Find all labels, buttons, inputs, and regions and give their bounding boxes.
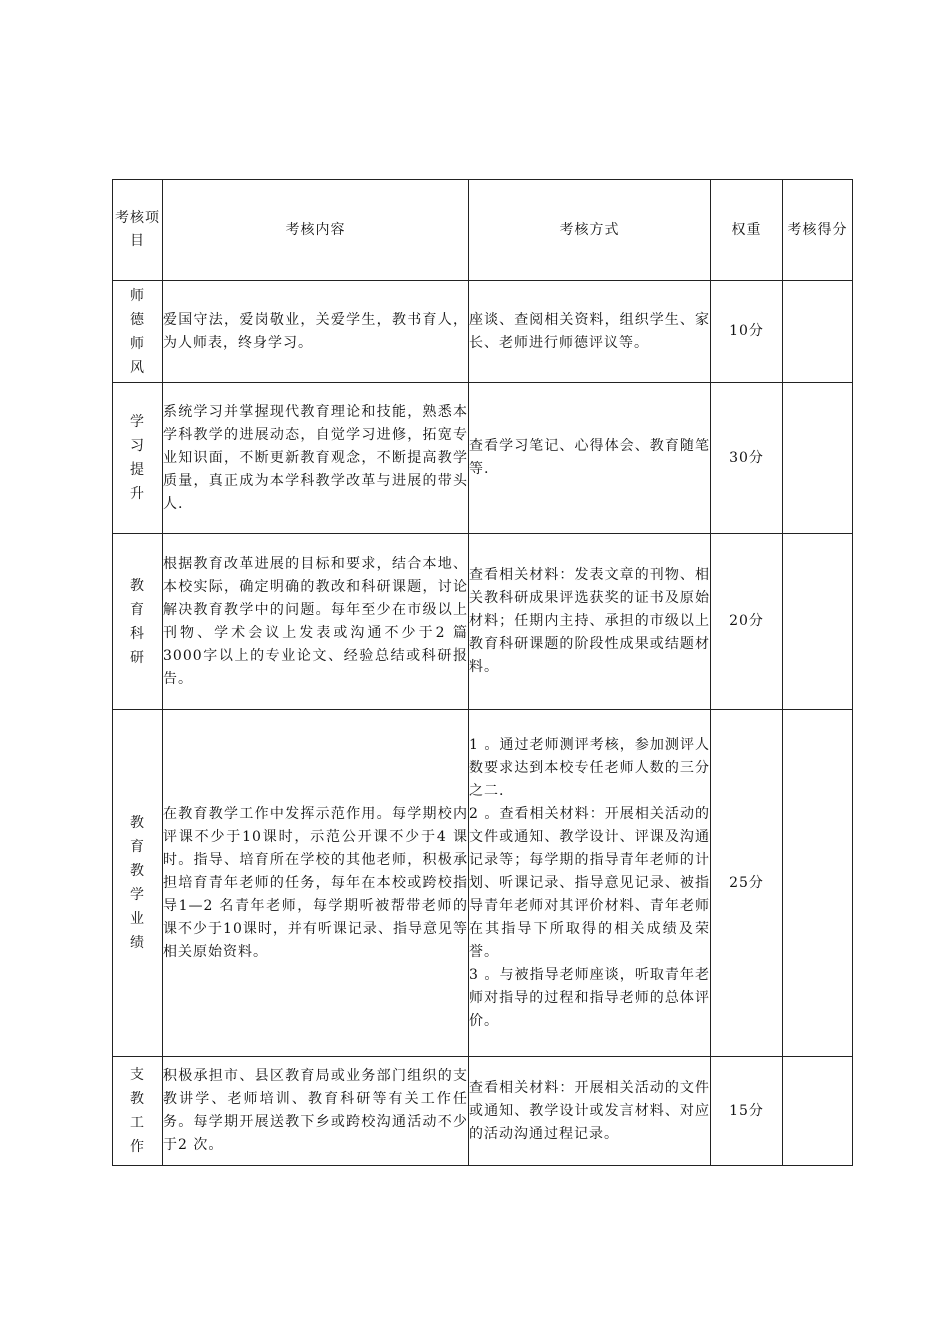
- row-content: 根据教育改革进展的目标和要求，结合本地、本校实际，确定明确的教改和科研课题，讨论解决教育教学中的问题。每年至少在市级以上刊物、学术会议上发表或沟通不少于2 篇3000字以上的专业论文、经验总结或科研报告。: [163, 534, 469, 710]
- row-content: 在教育教学工作中发挥示范作用。每学期校内评课不少于10课时，示范公开课不少于4 课时。指导、培育所在学校的其他老师，积极承担培育青年老师的任务，每年在本校或跨校指导1—2 名青年老师，每学期听被帮带老师的课不少于10课时，并有听课记录、指导意见等相关原始资料。: [163, 710, 469, 1057]
- header-score: 考核得分: [783, 180, 853, 281]
- method-paragraph: 2 。查看相关材料：开展相关活动的文件或通知、教学设计、评课及沟通记录等；每学期的指导青年老师的计划、听课记录、指导意见记录、被指导青年老师对其评价材料、青年老师在其指导下所取得的相关成绩及荣誉。: [469, 805, 710, 960]
- row-score[interactable]: [783, 534, 853, 710]
- row-weight: 15分: [711, 1057, 783, 1166]
- row-method: [469, 383, 711, 534]
- row-content: 爱国守法，爱岗敬业，关爱学生，教书育人，为人师表，终身学习。: [163, 281, 469, 383]
- row-weight: 30分: [711, 383, 783, 534]
- row-weight: 10分: [711, 281, 783, 383]
- header-method: 考核方式: [469, 180, 711, 281]
- row-score[interactable]: [783, 1057, 853, 1166]
- table-row: [113, 1057, 853, 1166]
- row-content: 系统学习并掌握现代教育理论和技能，熟悉本学科教学的进展动态，自觉学习进修，拓宽专业知识面，不断更新教育观念，不断提高教学质量，真正成为本学科教学改革与进展的带头人.: [163, 383, 469, 534]
- row-method: [469, 710, 711, 1057]
- table-row: [113, 710, 853, 1057]
- row-score[interactable]: [783, 281, 853, 383]
- header-item: 考核项目: [113, 180, 163, 281]
- table-row: [113, 383, 853, 534]
- method-paragraph: 查看相关材料：发表文章的刊物、相关教科研成果评选获奖的证书及原始材料；任期内主持、承担的市级以上教育科研课题的阶段性成果或结题材料。: [469, 567, 710, 675]
- row-item: 学习提升: [113, 383, 163, 534]
- row-item: 师德师风: [113, 281, 163, 383]
- table-row: [113, 534, 853, 710]
- row-weight: 20分: [711, 534, 783, 710]
- row-method: [469, 534, 711, 710]
- row-item: 教育教学业绩: [113, 710, 163, 1057]
- assessment-table: [112, 179, 853, 1166]
- method-paragraph: 座谈、查阅相关资料，组织学生、家长、老师进行师德评议等。: [469, 311, 710, 351]
- header-content: 考核内容: [163, 180, 469, 281]
- row-score[interactable]: [783, 710, 853, 1057]
- method-paragraph: 3 。与被指导老师座谈，听取青年老师对指导的过程和指导老师的总体评价。: [469, 966, 710, 1029]
- method-paragraph: 1 。通过老师测评考核，参加测评人数要求达到本校专任老师人数的三分之二.: [469, 736, 710, 799]
- table-row: [113, 281, 853, 383]
- row-weight: 25分: [711, 710, 783, 1057]
- row-item: 支教工作: [113, 1057, 163, 1166]
- header-row: [113, 180, 853, 281]
- row-score[interactable]: [783, 383, 853, 534]
- row-method: [469, 281, 711, 383]
- row-method: [469, 1057, 711, 1166]
- method-paragraph: 查看学习笔记、心得体会、教育随笔等.: [469, 438, 710, 477]
- row-content: 积极承担市、县区教育局或业务部门组织的支教讲学、老师培训、教育科研等有关工作任务。每学期开展送教下乡或跨校沟通活动不少于2 次。: [163, 1057, 469, 1166]
- row-item: 教育科研: [113, 534, 163, 710]
- method-paragraph: 查看相关材料：开展相关活动的文件或通知、教学设计或发言材料、对应的活动沟通过程记录。: [469, 1079, 710, 1142]
- header-weight: 权重: [711, 180, 783, 281]
